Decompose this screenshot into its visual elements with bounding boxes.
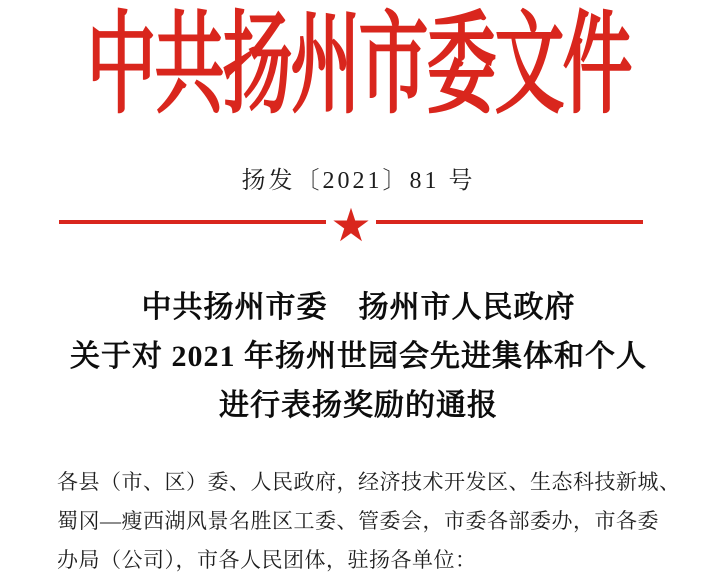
notice-title-line-2: 关于对 2021 年扬州世园会先进集体和个人 <box>70 340 647 373</box>
separator-line-left <box>59 220 326 224</box>
salutation-line-3: 办局（公司），市各人民团体，驻扬各单位： <box>57 548 477 572</box>
red-star-icon: ★ <box>330 198 372 252</box>
salutation-paragraph <box>57 463 681 578</box>
separator-line-right <box>376 220 643 224</box>
salutation-line-1: 各县（市、区）委、人民政府，经济技术开发区、生态科技新城、 <box>57 470 681 494</box>
notice-title-line-1: 中共扬州市委 扬州市人民政府 <box>141 291 576 324</box>
salutation-line-2: 蜀冈—瘦西湖风景名胜区工委、管委会，市委各部委办，市各委 <box>57 509 659 533</box>
notice-title-line-3: 进行表扬奖励的通报 <box>219 389 498 422</box>
document-number: 扬发〔2021〕81 号 <box>241 168 476 194</box>
notice-title <box>0 283 717 430</box>
red-separator <box>59 198 643 252</box>
masthead-title: 中共扬州市委文件 <box>86 6 631 128</box>
